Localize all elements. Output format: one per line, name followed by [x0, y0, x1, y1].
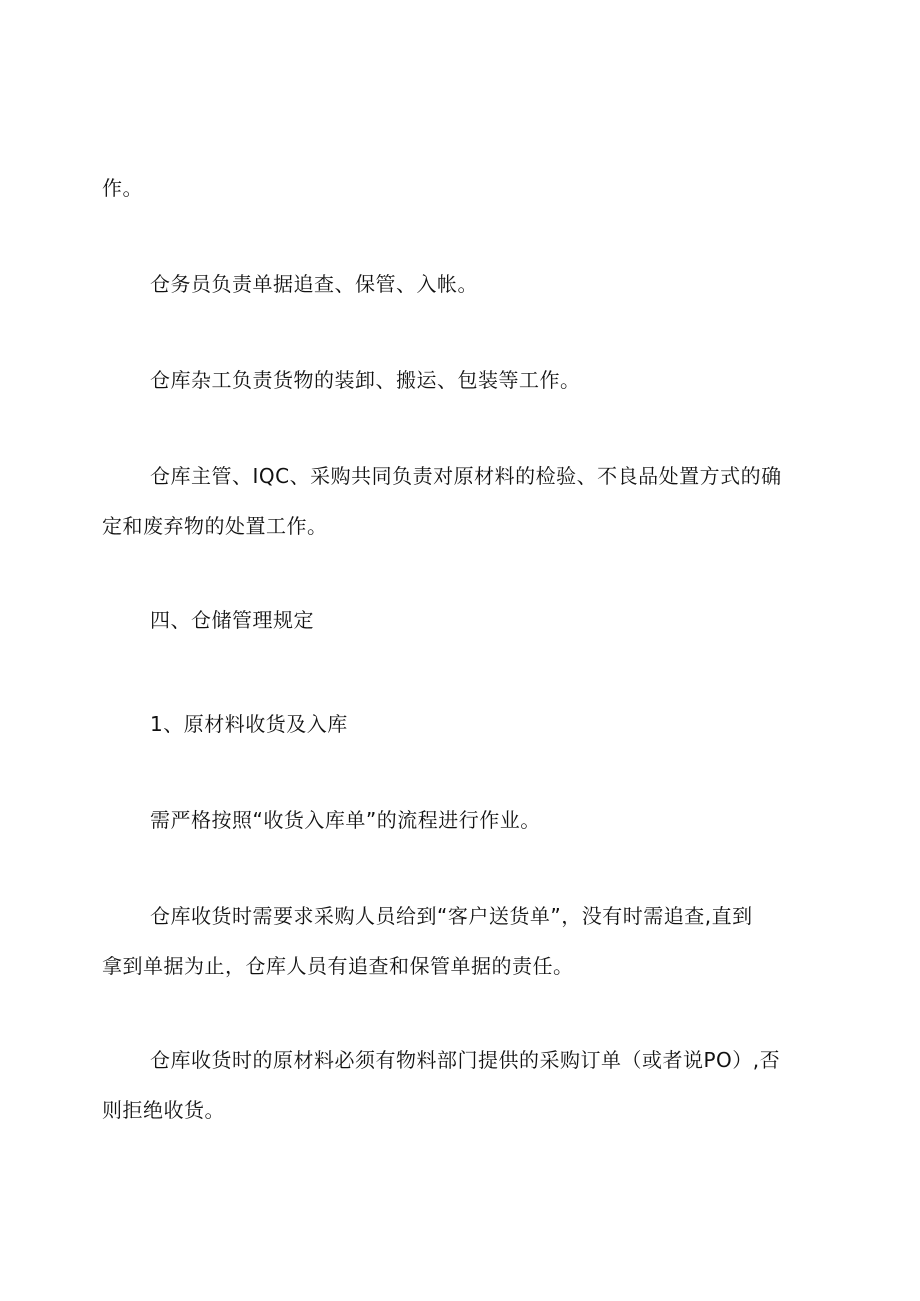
paragraph-line-warehouse-clerk: 仓务员负责单据追查、保管、入帐。 [150, 272, 478, 296]
paragraph-line-warehouse-laborer: 仓库杂工负责货物的装卸、搬运、包装等工作。 [150, 368, 581, 392]
paragraph-line-continuation: 作。 [102, 176, 143, 200]
subsection-heading-receiving: 1、原材料收货及入库 [150, 712, 348, 736]
paragraph-line-follow-procedure: 需严格按照“收货入库单”的流程进行作业。 [150, 808, 541, 832]
paragraph-line-joint-responsibility-1: 仓库主管、IQC、采购共同负责对原材料的检验、不良品处置方式的确 [150, 464, 782, 488]
paragraph-line-purchase-order-1: 仓库收货时的原材料必须有物料部门提供的采购订单（或者说PO）,否 [150, 1048, 781, 1072]
paragraph-line-delivery-note-1: 仓库收货时需要求采购人员给到“客户送货单”，没有时需追查,直到 [150, 904, 753, 928]
paragraph-line-purchase-order-2: 则拒绝收货。 [102, 1098, 225, 1122]
paragraph-line-joint-responsibility-2: 定和废弃物的处置工作。 [102, 514, 328, 538]
section-heading-storage-rules: 四、仓储管理规定 [150, 608, 314, 632]
paragraph-line-delivery-note-2: 拿到单据为止，仓库人员有追查和保管单据的责任。 [102, 954, 574, 978]
